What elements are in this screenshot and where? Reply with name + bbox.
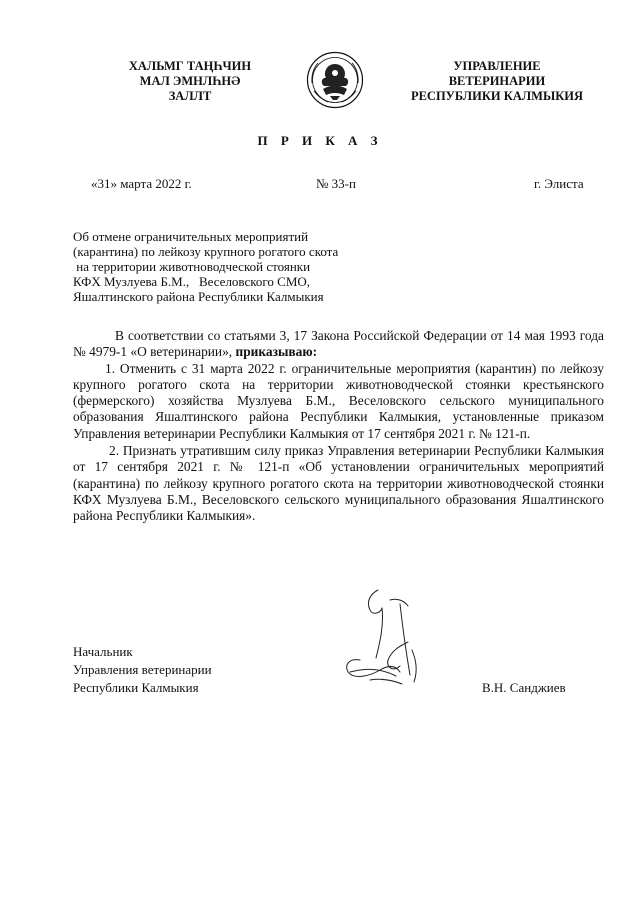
header-left-line-3: ЗАЛЛТ: [168, 89, 212, 103]
subject-line-1: Об отмене ограничительных мероприятий: [73, 229, 309, 244]
header-kalmyk: [110, 59, 270, 104]
subject-line-2: (карантина) по лейкозу крупного рогатого скота: [73, 244, 339, 259]
header-left-line-2: МАЛ ЭМНЛҺНӘ: [139, 74, 241, 88]
header-russian: [392, 59, 602, 104]
header-right-line-2: ВЕТЕРИНАРИИ: [448, 74, 546, 88]
order-item-2: 2. Признать утратившим силу приказ Управления ветеринарии Республики Калмыкия от 17 сентября 2021 г. № 121-п «Об установлении ограничительных мероприятий (карантина) по лейкозу крупного рогатого скота на территории животноводческой стоянки КФХ Музлуева Б.М., Веселовского сельского муниципального образования Яшалтинского района Республики Калмыкия».: [73, 443, 604, 524]
preamble-text: В соответствии со статьями 3, 17 Закона Российской Федерации от 14 мая 1993 года № 4979-1 «О ветеринарии»,: [73, 328, 604, 360]
header-right-line-1: УПРАВЛЕНИЕ: [453, 59, 541, 73]
order-item-1: 1. Отменить с 31 марта 2022 г. ограничительные мероприятия (карантин) по лейкозу крупного рогатого скота на территории животноводческой стоянки крестьянского (фермерского) хозяйства Музлуева Б.М., Веселовского сельского муниципального образования Яшалтинского района Республики Калмыкия, установленные приказом Управления ветеринарии Республики Калмыкия от 17 сентября 2021 г. № 121-п.: [73, 360, 604, 441]
position-line-3: Республики Калмыкия: [73, 680, 199, 695]
order-keyword: приказываю:: [235, 344, 318, 360]
subject-line-3: на территории животноводческой стоянки: [73, 259, 311, 274]
subject-line-5: Яшалтинского района Республики Калмыкия: [73, 289, 324, 304]
order-date: «31» марта 2022 г.: [91, 176, 192, 191]
header-right-line-3: РЕСПУБЛИКИ КАЛМЫКИЯ: [410, 89, 584, 103]
signatory-name: В.Н. Санджиев: [482, 680, 566, 695]
document-type-title: П Р И К А З: [257, 133, 383, 148]
subject-line-4: КФХ Музлуева Б.М., Веселовского СМО,: [73, 274, 311, 289]
order-number: № 33-п: [316, 176, 356, 191]
position-line-2: Управления ветеринарии: [73, 662, 212, 677]
position-line-1: Начальник: [73, 644, 133, 659]
signatory-position: [73, 643, 212, 697]
order-body: [73, 328, 604, 525]
handwritten-signature-icon: [330, 580, 440, 700]
header-left-line-1: ХАЛЬМГ ТАҢҺЧИН: [128, 59, 252, 73]
order-subject: [73, 229, 338, 304]
preamble-paragraph: [73, 328, 604, 361]
kalmykia-emblem-icon: [306, 51, 364, 109]
order-city: г. Элиста: [534, 176, 584, 191]
